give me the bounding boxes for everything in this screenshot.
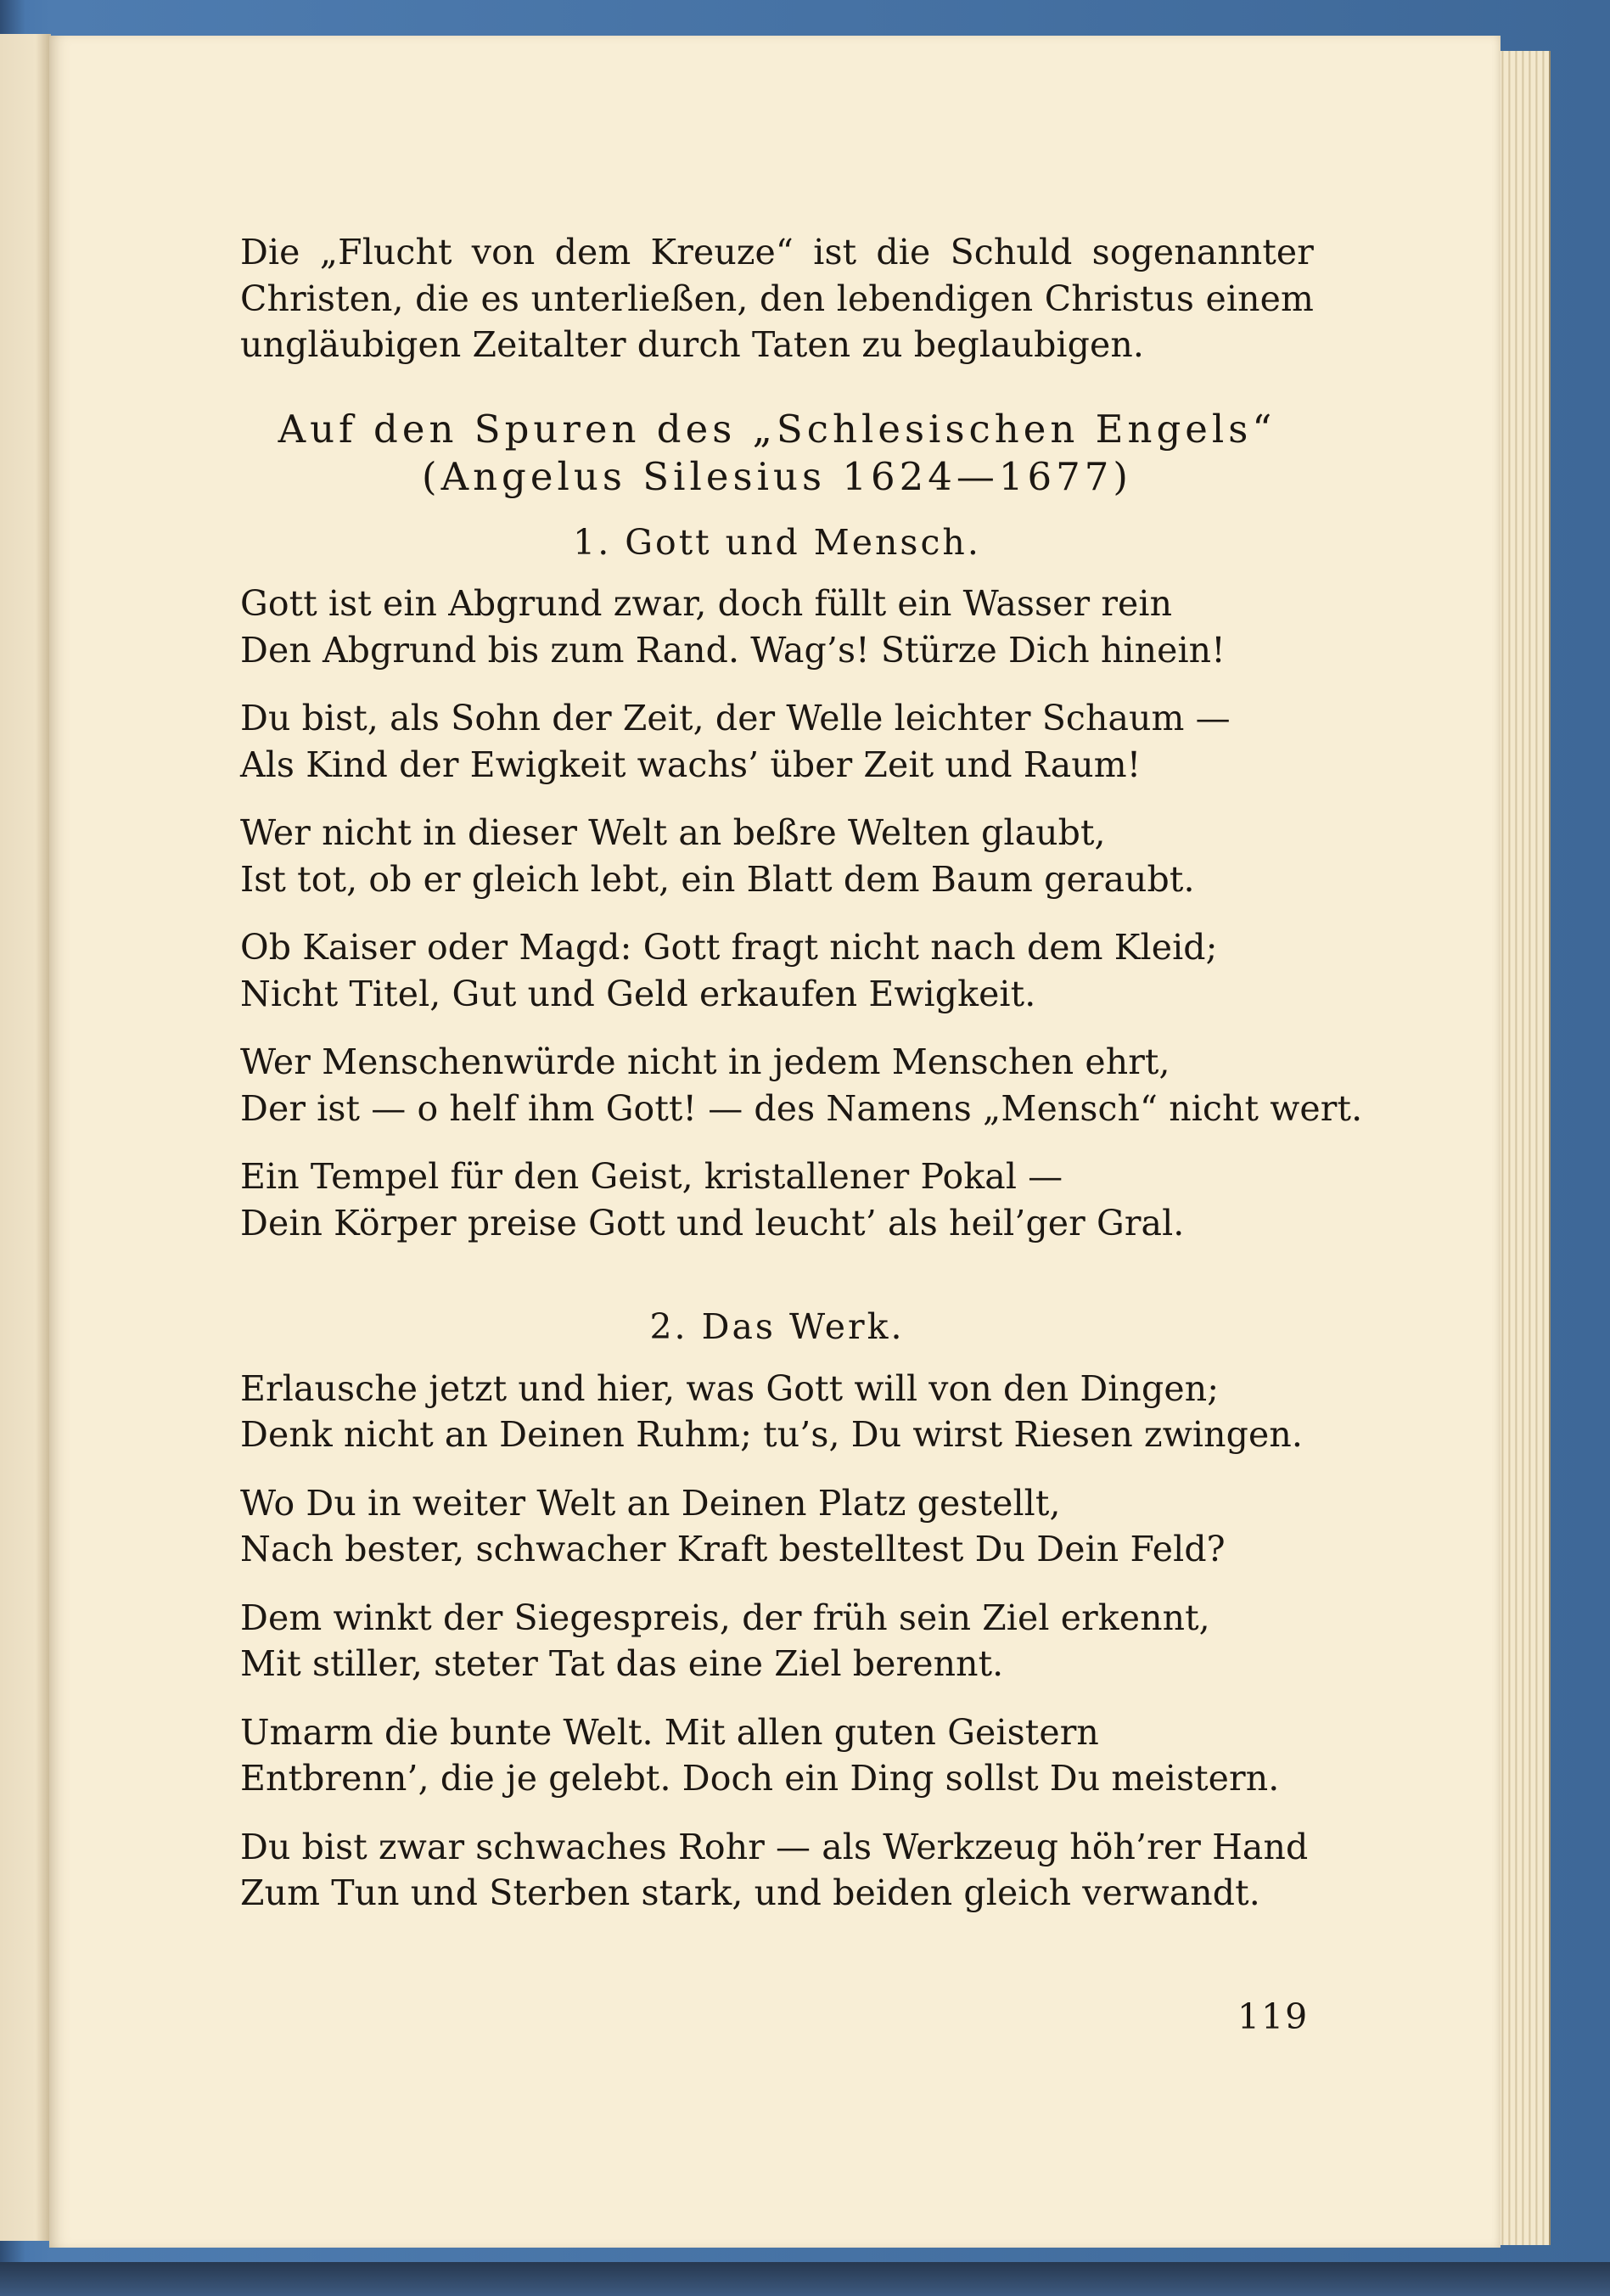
heading-line-2: (Angelus Silesius 1624—1677) [422, 453, 1132, 499]
couplet [240, 1366, 1314, 1458]
verse-line: Nicht Titel, Gut und Geld erkaufen Ewigkeit. [240, 973, 1036, 1014]
page-number: 119 [1237, 1996, 1310, 2037]
intro-line: ungläubigen Zeitalter durch Taten zu beglaubigen. [240, 324, 1144, 365]
couplet [240, 581, 1314, 673]
couplet [240, 1824, 1314, 1917]
verse-line: Als Kind der Ewigkeit wachs’ über Zeit und Raum! [240, 744, 1142, 785]
verse-line: Umarm die bunte Welt. Mit allen guten Geistern [240, 1711, 1099, 1753]
verse-line: Wo Du in weiter Welt an Deinen Platz gestellt, [240, 1482, 1061, 1524]
couplet [240, 1480, 1314, 1573]
chapter-heading [240, 406, 1314, 501]
verse-line: Ein Tempel für den Geist, kristallener Pokal — [240, 1156, 1063, 1197]
heading-line-1: Auf den Spuren des „Schlesischen Engels“ [278, 406, 1276, 452]
verse-line: Wer nicht in dieser Welt an beßre Welten glaubt, [240, 812, 1106, 853]
verse-line: Du bist, als Sohn der Zeit, der Welle leichter Schaum — [240, 698, 1231, 738]
verse-line: Ist tot, ob er gleich lebt, ein Blatt dem Baum geraubt. [240, 858, 1195, 900]
section-2-title: 2. Das Werk. [649, 1306, 905, 1347]
section-1-title: 1. Gott und Mensch. [573, 521, 981, 563]
verse-line: Den Abgrund bis zum Rand. Wag’s! Stürze Dich hinein! [240, 629, 1226, 671]
couplet [240, 1709, 1314, 1802]
page-text [240, 229, 1363, 1939]
intro-line: Die „Flucht von dem Kreuze“ ist die Schuld sogenannter [240, 232, 1314, 272]
verse-line: Der ist — o helf ihm Gott! — des Namens „Mensch“ nicht wert. [240, 1087, 1363, 1129]
book-page [49, 36, 1501, 2248]
intro-line: Christen, die es unterließen, den lebendigen Christus einem [240, 278, 1314, 319]
verse-line: Erlausche jetzt und hier, was Gott will von den Dingen; [240, 1367, 1220, 1409]
couplet [240, 1039, 1363, 1131]
intro-paragraph [240, 229, 1314, 368]
couplet [240, 810, 1314, 902]
couplet [240, 695, 1314, 788]
couplet [240, 924, 1314, 1017]
verse-line: Dem winkt der Siegespreis, der früh sein Ziel erkennt, [240, 1597, 1210, 1638]
verse-line: Nach bester, schwacher Kraft bestelltest Du Dein Feld? [240, 1529, 1226, 1569]
section-spacer [240, 1268, 1314, 1285]
verse-line: Mit stiller, steter Tat das eine Ziel berennt. [240, 1643, 1004, 1684]
verse-line: Wer Menschenwürde nicht in jedem Menschen ehrt, [240, 1041, 1170, 1082]
verse-line: Entbrenn’, die je gelebt. Doch ein Ding sollst Du meistern. [240, 1758, 1280, 1799]
verse-line: Gott ist ein Abgrund zwar, doch füllt ein Wasser rein [240, 583, 1173, 624]
cover-bottom-edge [0, 2262, 1610, 2296]
verse-line: Denk nicht an Deinen Ruhm; tu’s, Du wirst Riesen zwingen. [240, 1414, 1303, 1455]
couplet [240, 1154, 1314, 1246]
couplet [240, 1595, 1314, 1687]
verse-line: Dein Körper preise Gott und leucht’ als heil’ger Gral. [240, 1202, 1185, 1243]
verse-line: Ob Kaiser oder Magd: Gott fragt nicht nach dem Kleid; [240, 927, 1218, 968]
verse-line: Zum Tun und Sterben stark, und beiden gleich verwandt. [240, 1872, 1260, 1913]
verse-line: Du bist zwar schwaches Rohr — als Werkzeug höh’rer Hand [240, 1826, 1309, 1867]
left-page-edge [0, 34, 51, 2241]
